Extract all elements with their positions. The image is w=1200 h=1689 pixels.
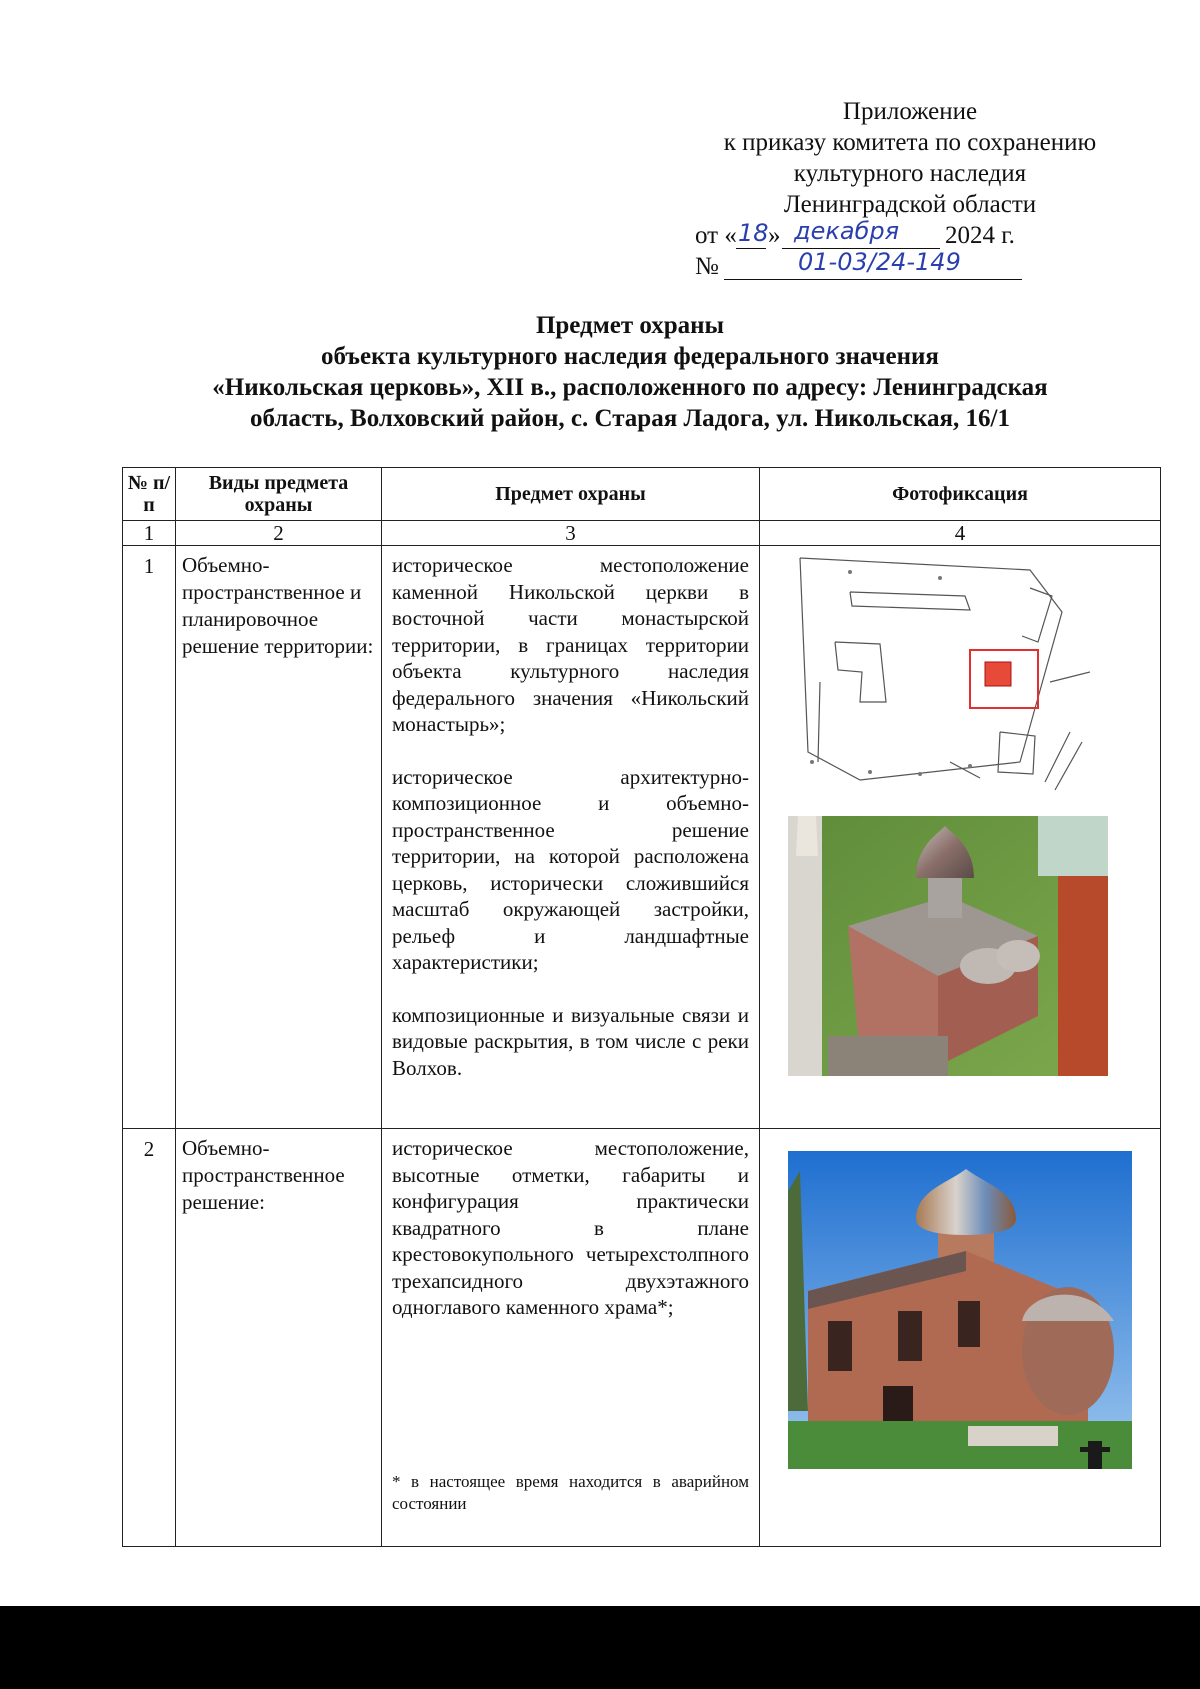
subject-paragraph: историческое местоположение каменной Никольской церкви в восточной части монастырской территории, в границах территории объекта культурного наследия федерального значения «Никольский монастырь»; <box>392 553 749 736</box>
appendix-block <box>690 96 1130 282</box>
header-photo: Фотофиксация <box>760 468 1161 521</box>
col-number: 4 <box>760 521 1161 546</box>
row-subject <box>382 546 760 1129</box>
header-kind: Виды предмета охраны <box>176 468 382 521</box>
row-kind: Объемно-пространственное и планировочное решение территории: <box>176 546 382 1129</box>
date-mid: » <box>768 222 781 249</box>
date-prefix: от « <box>695 222 737 249</box>
appendix-line-committee: культурного наследия <box>793 160 1027 187</box>
church-facade-photo <box>788 1151 1132 1469</box>
table-row <box>123 546 1161 1129</box>
header-subject: Предмет охраны <box>382 468 760 521</box>
row-kind: Объемно-пространственное решение: <box>176 1129 382 1547</box>
footnote: * в настоящее время находится в аварийном состоянии <box>392 1471 749 1513</box>
title-line-2: объекта культурного наследия федерального значения <box>321 343 939 370</box>
header-num: № п/п <box>123 468 176 521</box>
subject-paragraph: композиционные и визуальные связи и видовые раскрытия, в том числе с реки Волхов. <box>392 1002 749 1080</box>
column-number-row <box>123 521 1161 546</box>
aerial-church-photo <box>788 816 1108 1076</box>
title-line-1: Предмет охраны <box>535 312 725 339</box>
col-number: 2 <box>176 521 382 546</box>
title-line-4: область, Волховский район, с. Старая Ладога, ул. Никольская, 16/1 <box>250 405 1010 432</box>
number-prefix: № <box>695 253 719 280</box>
row-subject <box>382 1129 760 1547</box>
site-plan-image <box>790 552 1090 812</box>
subject-paragraph: историческое местоположение, высотные отметки, габариты и конфигурация практически квадратного в плане крестовокупольного четырехстолпного трехапсидного двухэтажного одноглавого каменного храма*; <box>392 1136 749 1319</box>
number-handwritten: 01-03/24-149 <box>798 248 961 276</box>
col-number: 1 <box>123 521 176 546</box>
appendix-line-region: Ленинградской области <box>783 191 1037 218</box>
row-number: 1 <box>123 546 176 1129</box>
date-year: 2024 г. <box>945 222 1015 249</box>
scan-bottom-edge <box>0 1606 1200 1689</box>
title-line-3: «Никольская церковь», XII в., расположенного по адресу: Ленинградская <box>212 374 1048 401</box>
protection-subject-table <box>122 467 1161 1547</box>
col-number: 3 <box>382 521 760 546</box>
date-day-handwritten: 18 <box>738 219 769 247</box>
table-row <box>123 1129 1161 1547</box>
row-number: 2 <box>123 1129 176 1547</box>
date-month-handwritten: декабря <box>794 217 900 245</box>
appendix-line-order: к приказу комитета по сохранению <box>723 129 1097 156</box>
subject-paragraph: историческое архитектурно-композиционное и объемно-пространственное решение территории, на которой расположена церковь, исторически сложившийся масштаб окружающей застройки, рельеф и ландшафтные характеристики; <box>392 764 749 974</box>
table-header-row <box>123 468 1161 521</box>
row-photos <box>760 1129 1161 1547</box>
document-title <box>130 310 1130 434</box>
appendix-number-row <box>690 248 1130 282</box>
row-photos <box>760 546 1161 1129</box>
appendix-title: Приложение <box>842 98 978 125</box>
